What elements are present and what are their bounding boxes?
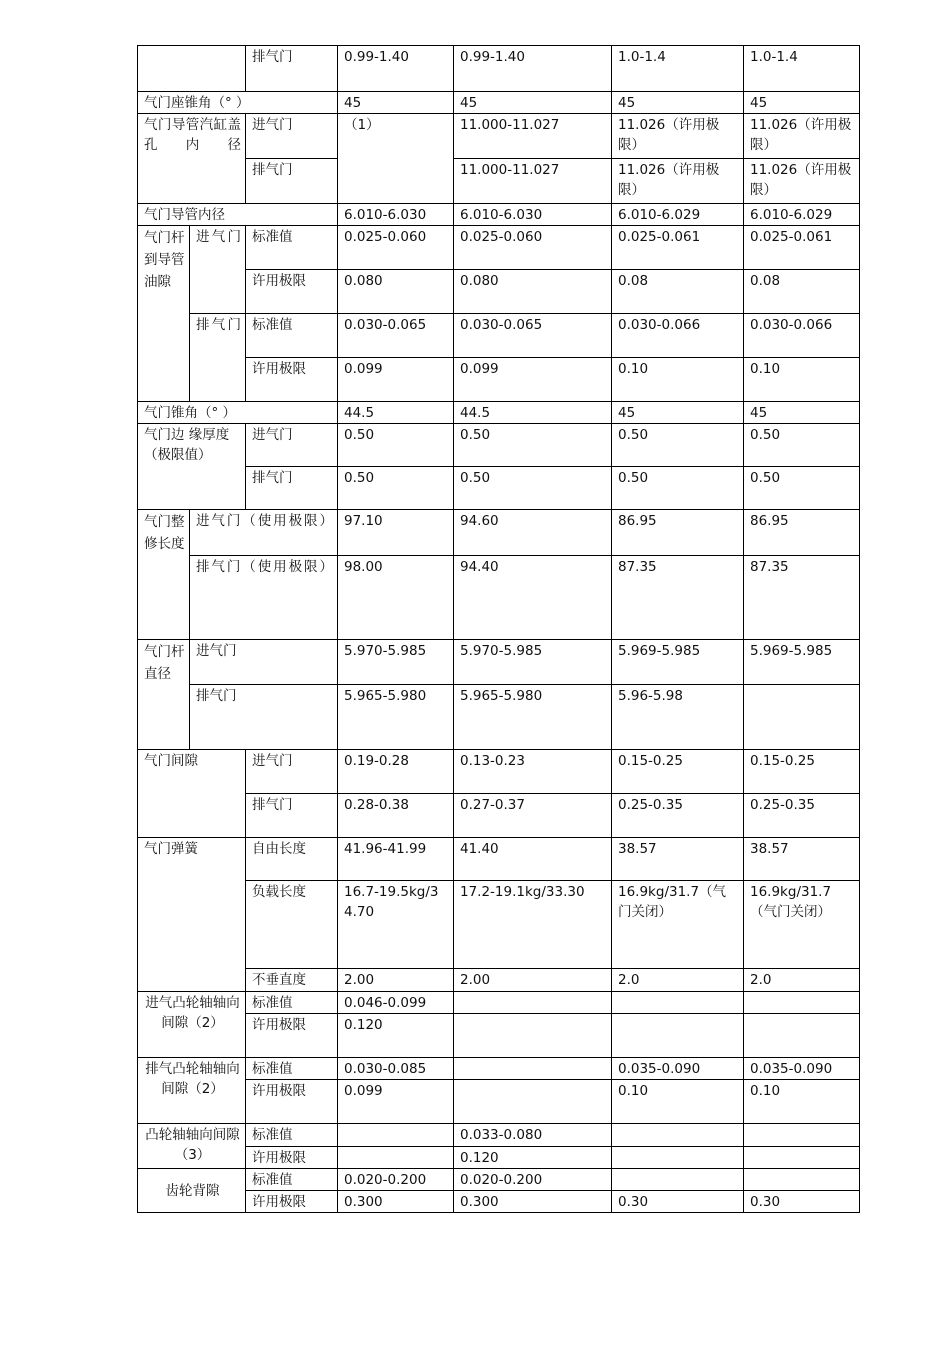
table-row [138,1147,860,1169]
table-cell: 0.300 [454,1191,612,1213]
table-cell: 0.020-0.200 [338,1169,454,1191]
row-header: 气门杆直径 [138,640,190,750]
table-cell: 11.026（许用极限） [744,159,860,204]
table-row [138,92,860,114]
table-row [138,314,860,358]
table-cell: 排气门 [246,159,338,204]
table-cell: 98.00 [338,556,454,640]
table-cell: 排气门 [246,794,338,838]
row-header: 排气凸轮轴轴向间隙（2） [138,1058,246,1124]
table-cell: 0.300 [338,1191,454,1213]
table-cell: 41.96-41.99 [338,838,454,881]
table-cell: 许用极限 [246,1080,338,1124]
table-cell: 11.000-11.027 [454,159,612,204]
table-cell [454,1080,612,1124]
table-cell: 0.025-0.060 [338,226,454,270]
table-cell [744,1124,860,1147]
table-cell: 标准值 [246,992,338,1014]
table-cell: 0.030-0.065 [338,314,454,358]
row-header: 气门导管内径 [138,204,338,226]
table-cell [338,1147,454,1169]
table-row [138,1191,860,1213]
table-cell: 许用极限 [246,358,338,402]
table-cell: 87.35 [744,556,860,640]
table-cell: 1.0-1.4 [612,46,744,92]
table-cell: 标准值 [246,1058,338,1080]
table-cell: 41.40 [454,838,612,881]
table-cell [454,992,612,1014]
table-row [138,1014,860,1058]
table-cell: 11.026（许用极限） [612,114,744,159]
table-cell: 16.9kg/31.7（气门关闭） [744,881,860,969]
table-row [138,204,860,226]
table-cell: 11.026（许用极限） [612,159,744,204]
row-header: 气门导管汽缸盖孔内径 [138,114,246,204]
row-header: 气门杆到导管油隙 [138,226,190,402]
row-header: 气门弹簧 [138,838,246,992]
table-cell: 44.5 [454,402,612,424]
sub-header: 排气门 [190,685,338,750]
table-row [138,1058,860,1080]
table-row [138,1124,860,1147]
table-cell: 45 [338,92,454,114]
table-cell: 0.15-0.25 [612,750,744,794]
row-header: 齿轮背隙 [138,1169,246,1213]
row-header: 进气凸轮轴轴向间隙（2） [138,992,246,1058]
table-cell: 2.0 [612,969,744,992]
table-cell [612,1014,744,1058]
table-row [138,685,860,750]
table-cell: 38.57 [744,838,860,881]
table-cell: 6.010-6.030 [338,204,454,226]
table-cell: 标准值 [246,1169,338,1191]
valve-spec-table [137,45,860,1213]
table-cell: 0.19-0.28 [338,750,454,794]
table-cell: 2.0 [744,969,860,992]
sub-header: 进气门 [190,226,246,314]
table-cell [138,46,246,92]
table-cell: 45 [612,92,744,114]
table-cell [744,992,860,1014]
sub-header: 进气门（使用极限） [190,510,338,556]
table-cell: 5.969-5.985 [744,640,860,685]
table-row [138,1169,860,1191]
table-row [138,358,860,402]
table-cell: 0.033-0.080 [454,1124,612,1147]
row-header: 气门锥角（° ） [138,402,338,424]
table-row [138,556,860,640]
table-cell: 0.50 [338,424,454,467]
table-cell: 0.25-0.35 [612,794,744,838]
table-cell [612,1147,744,1169]
table-cell: 94.40 [454,556,612,640]
table-cell: 5.970-5.985 [338,640,454,685]
table-cell: 0.50 [612,467,744,510]
table-row [138,510,860,556]
table-cell: 自由长度 [246,838,338,881]
table-cell: 0.035-0.090 [744,1058,860,1080]
table-cell: 许用极限 [246,1014,338,1058]
table-cell: 0.50 [454,424,612,467]
table-cell: 16.7-19.5kg/34.70 [338,881,454,969]
table-cell [744,1169,860,1191]
table-cell: 45 [744,92,860,114]
table-cell: 0.080 [338,270,454,314]
table-row [138,270,860,314]
table-cell [338,1124,454,1147]
table-cell: 86.95 [612,510,744,556]
table-cell: 进气门 [246,750,338,794]
table-row [138,969,860,992]
table-cell: 0.50 [612,424,744,467]
table-cell: 45 [612,402,744,424]
table-cell: 标准值 [246,314,338,358]
table-cell: 0.030-0.066 [612,314,744,358]
table-cell [612,1124,744,1147]
table-cell: 0.99-1.40 [454,46,612,92]
table-row [138,402,860,424]
row-header: 凸轮轴轴向间隙（3） [138,1124,246,1169]
table-cell: 标准值 [246,1124,338,1147]
table-cell: 0.50 [338,467,454,510]
table-cell: 0.50 [454,467,612,510]
table-cell [744,1014,860,1058]
table-cell: 0.025-0.060 [454,226,612,270]
table-cell: 5.965-5.980 [454,685,612,750]
table-row [138,159,860,204]
table-row [138,750,860,794]
row-header: 气门座锥角（° ） [138,92,338,114]
table-cell: 97.10 [338,510,454,556]
table-cell: 0.08 [744,270,860,314]
table-cell: 0.50 [744,467,860,510]
table-cell: 44.5 [338,402,454,424]
table-cell: 45 [454,92,612,114]
table-cell: 2.00 [454,969,612,992]
table-cell: 0.025-0.061 [612,226,744,270]
sub-header: 排气门 [190,314,246,402]
table-row [138,46,860,92]
table-cell: 87.35 [612,556,744,640]
table-cell: 0.020-0.200 [454,1169,612,1191]
table-cell: 0.030-0.066 [744,314,860,358]
table-cell: 许用极限 [246,270,338,314]
table-cell [612,992,744,1014]
table-cell: 0.30 [744,1191,860,1213]
table-cell: 0.10 [612,358,744,402]
table-cell: （1） [338,114,454,204]
table-cell: 许用极限 [246,1147,338,1169]
row-header: 气门整修长度 [138,510,190,640]
table-cell: 5.970-5.985 [454,640,612,685]
table-cell [612,1169,744,1191]
sub-header: 排气门（使用极限） [190,556,338,640]
table-cell: 45 [744,402,860,424]
table-cell: 5.969-5.985 [612,640,744,685]
table-cell: 0.035-0.090 [612,1058,744,1080]
table-cell: 0.046-0.099 [338,992,454,1014]
table-row [138,838,860,881]
table-cell: 0.15-0.25 [744,750,860,794]
table-cell: 0.25-0.35 [744,794,860,838]
table-cell: 5.965-5.980 [338,685,454,750]
table-cell: 许用极限 [246,1191,338,1213]
table-cell: 0.30 [612,1191,744,1213]
table-row [138,226,860,270]
table-cell [744,1147,860,1169]
table-cell: 11.026（许用极限） [744,114,860,159]
table-row [138,881,860,969]
table-row [138,794,860,838]
table-cell: 0.025-0.061 [744,226,860,270]
table-cell: 38.57 [612,838,744,881]
table-cell: 5.96-5.98 [612,685,744,750]
table-cell: 0.10 [744,1080,860,1124]
table-cell: 94.60 [454,510,612,556]
table-row [138,114,860,159]
table-cell [454,1058,612,1080]
table-cell: 进气门 [246,114,338,159]
table-cell: 0.030-0.085 [338,1058,454,1080]
table-cell: 0.120 [338,1014,454,1058]
table-cell: 0.10 [612,1080,744,1124]
table-cell: 6.010-6.029 [744,204,860,226]
table-cell: 0.27-0.37 [454,794,612,838]
table-row [138,640,860,685]
table-cell: 6.010-6.029 [612,204,744,226]
table-cell: 1.0-1.4 [744,46,860,92]
table-cell: 0.99-1.40 [338,46,454,92]
table-row [138,467,860,510]
table-cell: 进气门 [246,424,338,467]
table-row [138,424,860,467]
table-cell: 11.000-11.027 [454,114,612,159]
table-cell [744,685,860,750]
table-cell: 16.9kg/31.7（气门关闭） [612,881,744,969]
row-header: 气门边 缘厚度（极限值） [138,424,246,510]
table-cell: 17.2-19.1kg/33.30 [454,881,612,969]
table-cell: 86.95 [744,510,860,556]
table-cell: 负载长度 [246,881,338,969]
table-cell: 0.50 [744,424,860,467]
table-cell: 0.13-0.23 [454,750,612,794]
table-cell: 0.28-0.38 [338,794,454,838]
table-cell: 排气门 [246,46,338,92]
table-cell: 0.120 [454,1147,612,1169]
table-row [138,992,860,1014]
table-cell: 0.099 [338,358,454,402]
table-row [138,1080,860,1124]
table-cell: 0.10 [744,358,860,402]
table-cell: 标准值 [246,226,338,270]
table-cell: 不垂直度 [246,969,338,992]
row-header: 气门间隙 [138,750,246,838]
sub-header: 进气门 [190,640,338,685]
table-cell: 0.08 [612,270,744,314]
table-cell [454,1014,612,1058]
table-cell: 0.099 [454,358,612,402]
table-cell: 排气门 [246,467,338,510]
table-cell: 0.080 [454,270,612,314]
table-cell: 6.010-6.030 [454,204,612,226]
table-cell: 0.099 [338,1080,454,1124]
table-cell: 0.030-0.065 [454,314,612,358]
table-cell: 2.00 [338,969,454,992]
